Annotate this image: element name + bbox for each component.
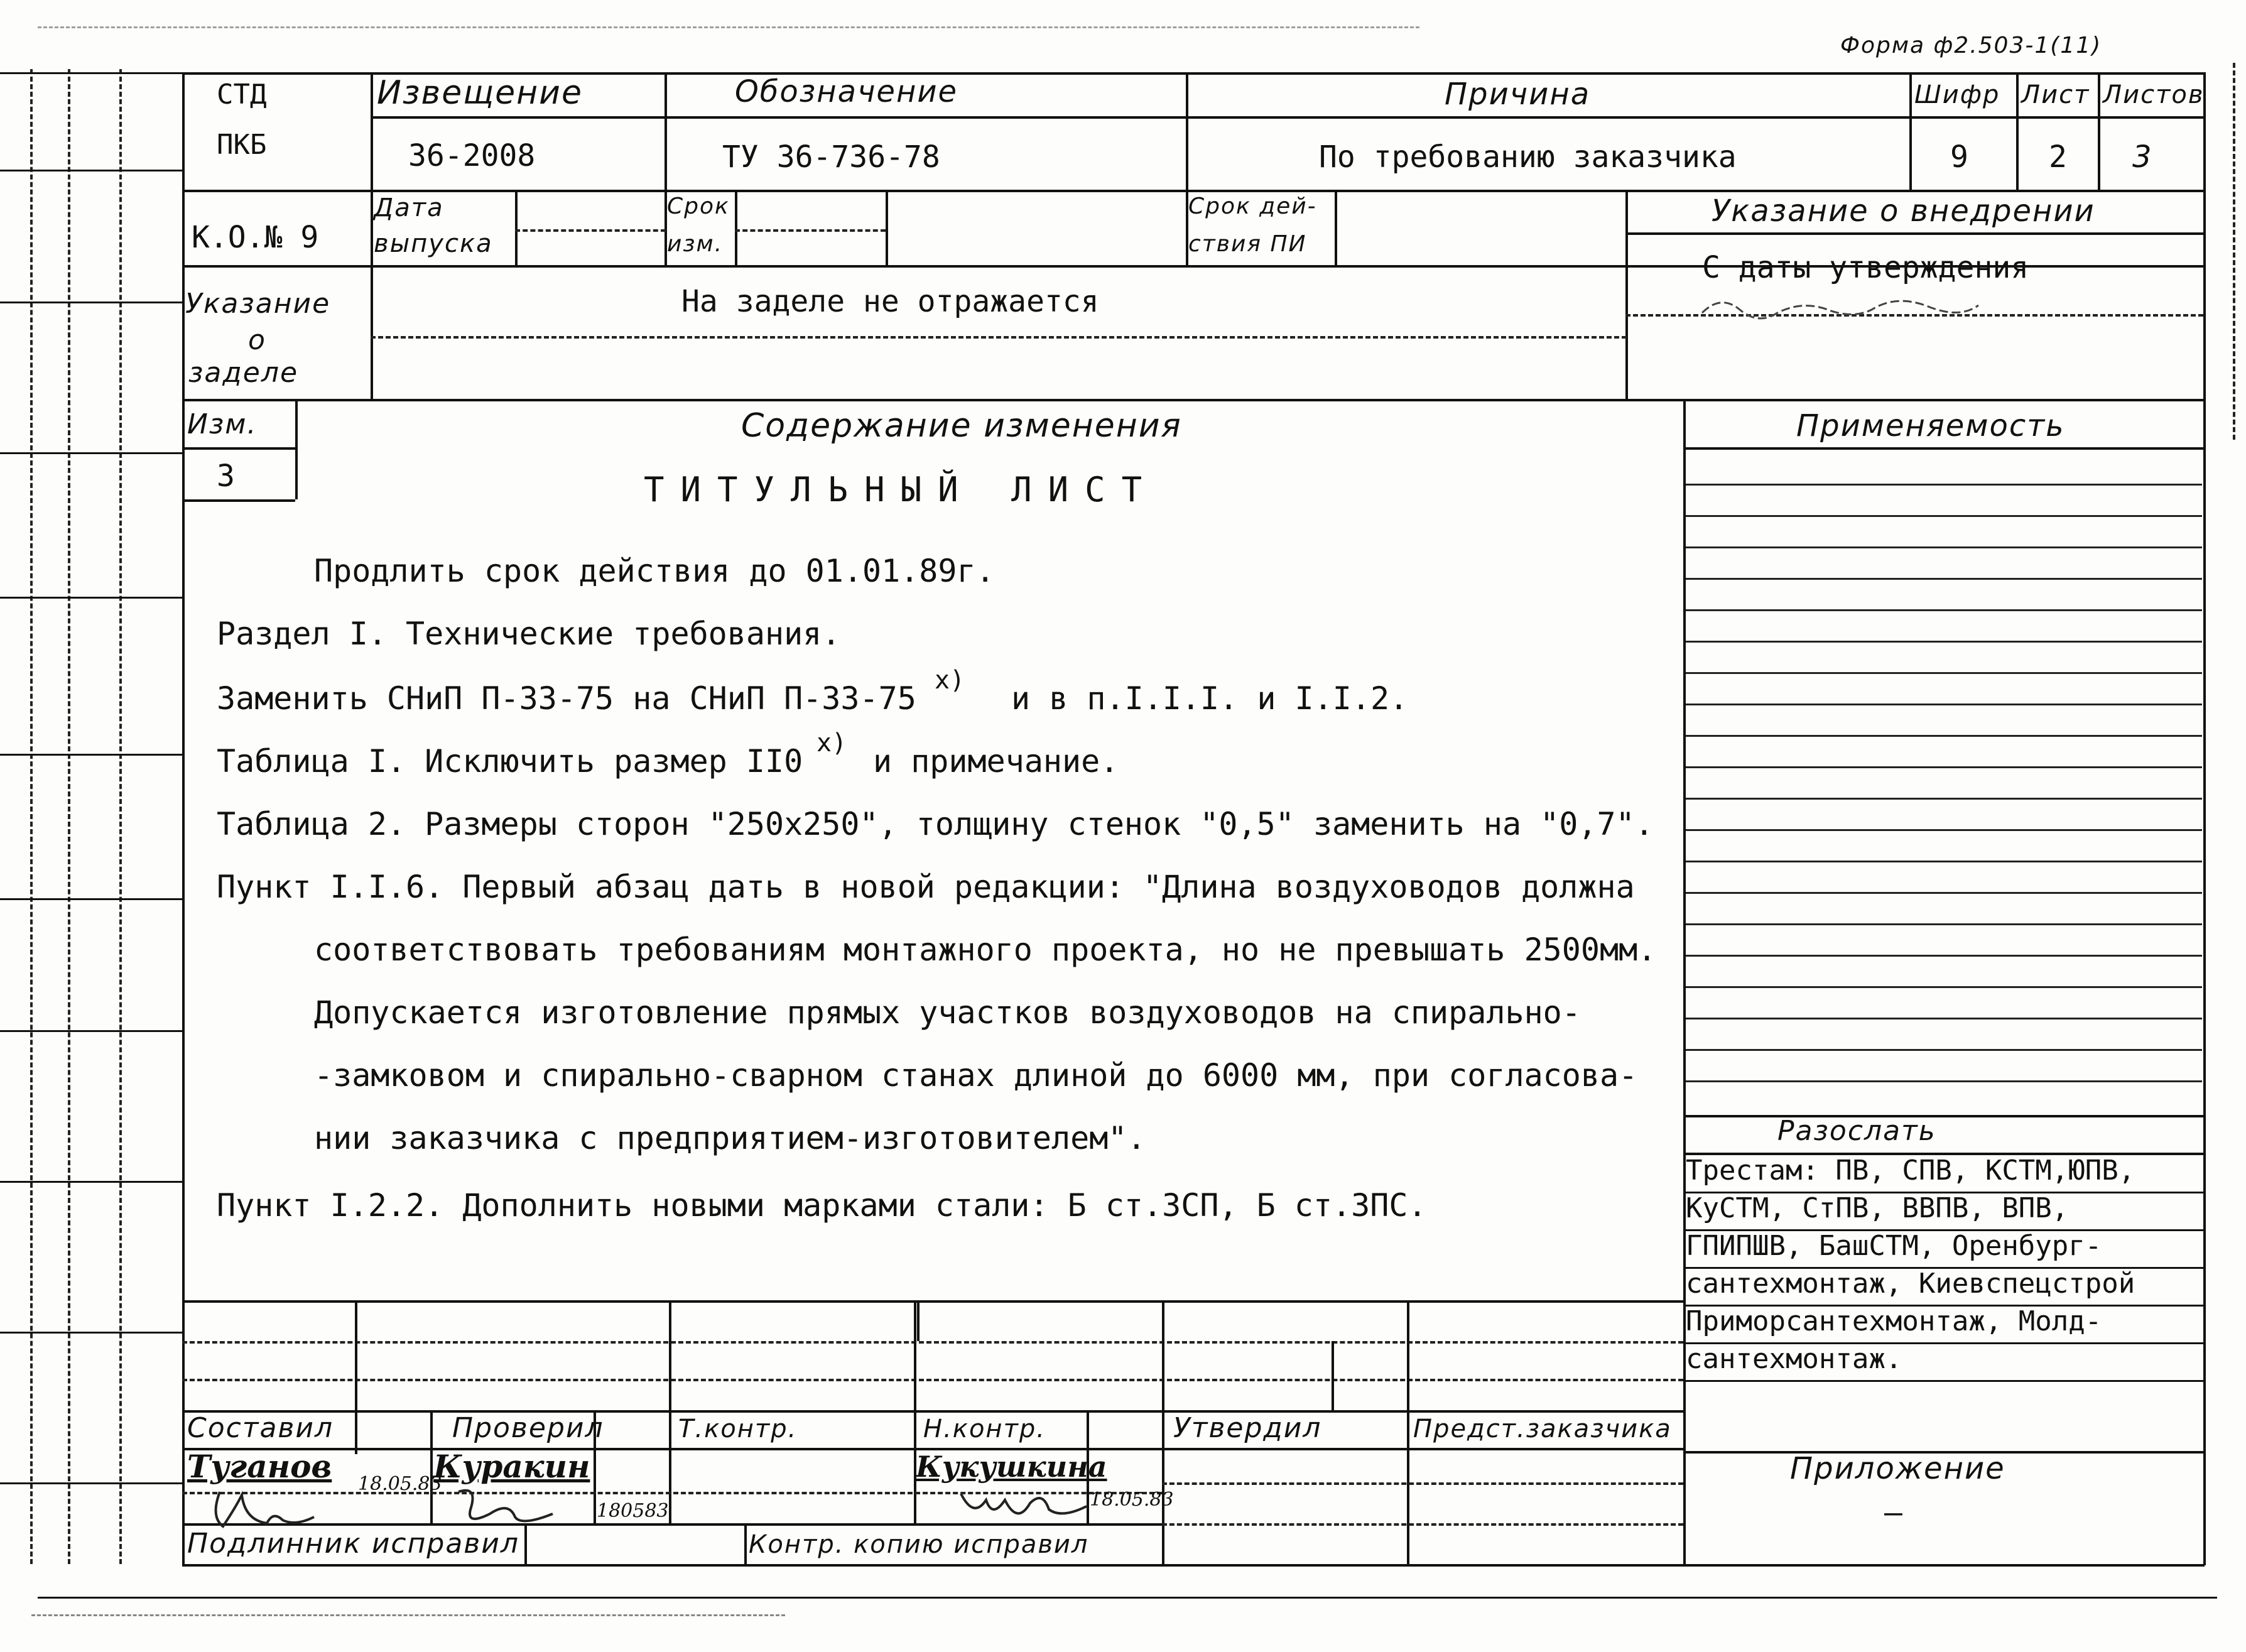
reason-label: Причина <box>1445 77 1591 112</box>
distribute-line: сантехмонтаж. <box>1686 1343 1902 1375</box>
section-label: Содержание изменения <box>741 407 1182 445</box>
sheet-label: Лист <box>2021 80 2090 109</box>
reason-value: По требованию заказчика <box>1319 139 1737 175</box>
implementation-value: С даты утверждения <box>1702 250 2029 285</box>
content-line: Пункт I.I.6. Первый абзац дать в новой редакции: "Длина воздуховодов должна <box>217 869 1635 905</box>
customer-label: Предст.заказчика <box>1413 1415 1672 1443</box>
compiled-date: 18.05.83 <box>358 1473 442 1495</box>
tcontrol-label: Т.контр. <box>678 1415 798 1443</box>
top-rule-faint <box>38 26 1419 28</box>
distribute-line: сантехмонтаж, Киевспецстрой <box>1686 1268 2135 1300</box>
ncontrol-label: Н.контр. <box>923 1415 1046 1443</box>
sheets-value: 3 <box>2132 139 2153 175</box>
content-line: Допускается изготовление прямых участков воздуховодов на спирально- <box>314 994 1581 1031</box>
issue-date-label-2: выпуска <box>374 229 493 258</box>
code-value: 9 <box>1950 139 1968 175</box>
checked-name: Куракин <box>433 1448 590 1485</box>
superscript-mark: х) <box>935 666 965 695</box>
content-line: Продлить срок действия до 01.01.89г. <box>314 553 995 589</box>
checked-label: Проверил <box>452 1412 604 1444</box>
applicability-label: Применяемость <box>1796 408 2065 443</box>
content-line: Таблица 2. Размеры сторон "250х250", толщину стенок "0,5" заменить на "0,7". <box>217 806 1654 842</box>
content-line: и примечание. <box>873 743 1119 780</box>
notice-label: Извещение <box>377 74 583 112</box>
code-label: Шифр <box>1914 80 2000 109</box>
appendix-label: Приложение <box>1790 1451 2005 1486</box>
distribute-top-rule <box>1683 1115 2203 1117</box>
content-line: и в п.I.I.I. и I.I.2. <box>1011 680 1409 717</box>
backlog-label-1: Указание <box>185 288 331 320</box>
designation-label: Обозначение <box>735 74 958 109</box>
content-line: нии заказчика с предприятием-изготовителем". <box>314 1120 1146 1156</box>
checked-date: 180583 <box>597 1500 669 1522</box>
distribute-line: КуСТМ, СтПВ, ВВПВ, ВПВ, <box>1686 1192 2069 1224</box>
compiled-label: Составил <box>187 1412 334 1444</box>
copy-fixed-label: Контр. копию исправил <box>749 1530 1089 1559</box>
content-line: Заменить СНиП П-33-75 на СНиП П-33-75 <box>217 680 916 717</box>
content-line: Раздел I. Технические требования. <box>217 616 841 652</box>
distribute-line: ГПИПШВ, БашСТМ, Оренбург- <box>1686 1230 2102 1262</box>
approved-label: Утвердил <box>1173 1412 1322 1444</box>
content-line: Таблица I. Исключить размер II0 <box>217 743 803 780</box>
change-term-label-2: изм. <box>667 231 724 257</box>
sheets-label: Листов <box>2103 80 2205 109</box>
ncontrol-signature <box>955 1481 1099 1525</box>
checked-signature <box>440 1479 565 1526</box>
ncontrol-name: Кукушкина <box>916 1450 1107 1484</box>
distribute-label: Разослать <box>1777 1115 1936 1147</box>
change-label: Изм. <box>187 408 258 440</box>
bottom-rule-faint <box>31 1614 785 1616</box>
distribute-line: Приморсантехмонтаж, Молд- <box>1686 1305 2102 1337</box>
org-line-1: СТД <box>217 79 267 111</box>
implementation-handwriting <box>1690 288 2016 325</box>
notice-number: 36-2008 <box>408 138 536 173</box>
content-line: Пункт I.2.2. Дополнить новыми марками стали: Б ст.3СП, Б ст.3ПС. <box>217 1187 1427 1224</box>
document-title: ТИТУЛЬНЫЙ ЛИСТ <box>644 470 1159 509</box>
designation-value: ТУ 36-736-78 <box>722 139 940 175</box>
org-line-2: ПКБ <box>217 129 267 161</box>
backlog-label-3: заделе <box>188 357 299 389</box>
form-reference: Форма ф2.503-1(11) <box>1840 33 2102 58</box>
compiled-signature <box>207 1486 333 1533</box>
compiled-name: Туганов <box>187 1448 332 1485</box>
content-line: -замковом и спирально-сварном станах длиной до 6000 мм, при согласова- <box>314 1057 1638 1094</box>
sheet-value: 2 <box>2049 139 2067 175</box>
implementation-label: Указание о внедрении <box>1712 193 2095 229</box>
backlog-value: На заделе не отражается <box>681 284 1099 319</box>
superscript-mark: х) <box>816 729 847 758</box>
ko-number: К.О.№ 9 <box>192 220 319 255</box>
change-term-label-1: Срок <box>667 193 730 219</box>
appendix-value: — <box>1884 1495 1902 1530</box>
distribute-line: Трестам: ПВ, СПВ, КСТМ,ЮПВ, <box>1686 1155 2135 1187</box>
backlog-label-2: о <box>248 324 266 356</box>
ncontrol-date: 18.05.83 <box>1090 1489 1174 1511</box>
content-line: соответствовать требованиям монтажного проекта, но не превышать 2500мм. <box>314 932 1657 968</box>
pi-term-label-1: Срок дей- <box>1188 193 1317 219</box>
original-fixed-label: Подлинник исправил <box>187 1528 519 1560</box>
bottom-rule <box>38 1597 2217 1599</box>
issue-date-label-1: Дата <box>374 193 444 222</box>
pi-term-label-2: ствия ПИ <box>1188 231 1307 257</box>
change-number: 3 <box>217 459 235 494</box>
